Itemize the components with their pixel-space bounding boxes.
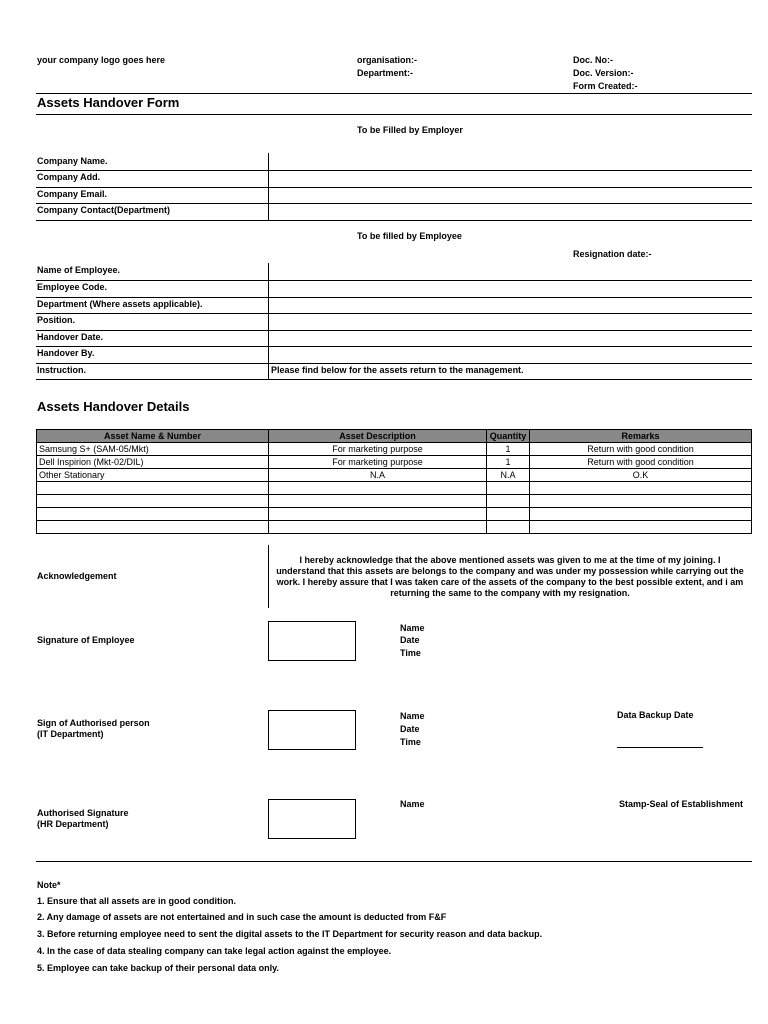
row-divider [36, 363, 752, 364]
company-email-label: Company Email. [37, 189, 108, 199]
quantity-cell[interactable]: 1 [487, 456, 530, 469]
column-divider [268, 153, 269, 220]
notes-heading: Note* [37, 880, 61, 890]
hr-signature-label-line1: Authorised Signature [37, 808, 129, 818]
asset-description-cell[interactable] [269, 495, 487, 508]
column-header: Quantity [487, 430, 530, 443]
it-signature-label-line2: (IT Department) [37, 729, 104, 739]
table-row [37, 456, 752, 469]
it-name-caption: Name [400, 711, 425, 721]
asset-description-cell[interactable] [269, 521, 487, 534]
asset-name-cell[interactable] [37, 521, 269, 534]
quantity-cell[interactable]: 1 [487, 443, 530, 456]
title-divider [36, 114, 752, 115]
organisation-label: organisation:- [357, 55, 417, 65]
note-item: 5. Employee can take backup of their personal data only. [37, 963, 279, 973]
asset-name-cell[interactable] [37, 482, 269, 495]
row-divider [36, 280, 752, 281]
row-divider [36, 330, 752, 331]
note-item: 3. Before returning employee need to sent the digital assets to the IT Department for security reason and data backup. [37, 929, 543, 939]
hr-signature-box[interactable] [268, 799, 356, 839]
table-row [37, 443, 752, 456]
remarks-cell[interactable]: O.K [530, 469, 752, 482]
employee-name-caption: Name [400, 623, 425, 633]
column-divider [268, 263, 269, 379]
column-header: Asset Name & Number [37, 430, 269, 443]
asset-description-cell[interactable]: N.A [269, 469, 487, 482]
acknowledgement-label: Acknowledgement [37, 571, 117, 581]
quantity-cell[interactable] [487, 482, 530, 495]
remarks-cell[interactable] [530, 508, 752, 521]
employee-department-label: Department (Where assets applicable). [37, 299, 203, 309]
data-backup-date-line[interactable] [617, 747, 703, 748]
acknowledgement-divider [268, 545, 269, 608]
form-created-label: Form Created:- [573, 81, 638, 91]
remarks-cell[interactable] [530, 495, 752, 508]
employee-date-caption: Date [400, 635, 420, 645]
table-row [37, 482, 752, 495]
table-row [37, 521, 752, 534]
position-label: Position. [37, 315, 75, 325]
row-divider [36, 313, 752, 314]
it-time-caption: Time [400, 737, 421, 747]
company-name-label: Company Name. [37, 156, 108, 166]
company-contact-field[interactable] [271, 205, 749, 219]
asset-description-cell[interactable] [269, 482, 487, 495]
asset-description-cell[interactable]: For marketing purpose [269, 443, 487, 456]
table-row [37, 495, 752, 508]
note-item: 4. In the case of data stealing company can take legal action against the employee. [37, 946, 392, 956]
handover-by-field[interactable] [271, 348, 749, 362]
employee-section-heading: To be filled by Employee [357, 231, 462, 241]
row-divider [36, 346, 752, 347]
remarks-cell[interactable] [530, 482, 752, 495]
row-divider [36, 203, 752, 204]
row-divider [36, 187, 752, 188]
employee-department-field[interactable] [271, 299, 749, 313]
remarks-cell[interactable] [530, 521, 752, 534]
company-address-label: Company Add. [37, 172, 101, 182]
it-signature-label-line1: Sign of Authorised person [37, 718, 150, 728]
asset-name-cell[interactable]: Dell Inspirion (Mkt-02/DIL) [37, 456, 269, 469]
employee-code-label: Employee Code. [37, 282, 108, 292]
instruction-label: Instruction. [37, 365, 86, 375]
row-divider [36, 379, 752, 380]
asset-name-cell[interactable]: Other Stationary [37, 469, 269, 482]
details-title: Assets Handover Details [37, 399, 190, 414]
company-email-field[interactable] [271, 189, 749, 203]
employer-section-heading: To be Filled by Employer [357, 125, 463, 135]
notes-divider [36, 861, 752, 862]
hr-signature-label-line2: (HR Department) [37, 819, 109, 829]
stamp-seal-label: Stamp-Seal of Establishment [619, 799, 744, 809]
header-divider [36, 93, 752, 94]
position-field[interactable] [271, 315, 749, 329]
doc-version-label: Doc. Version:- [573, 68, 634, 78]
row-divider [36, 297, 752, 298]
table-header-row [37, 430, 752, 443]
logo-placeholder-text: your company logo goes here [37, 55, 166, 65]
instruction-field[interactable]: Please find below for the assets return to the management. [271, 365, 524, 375]
it-signature-label [37, 718, 150, 740]
company-contact-label: Company Contact(Department) [37, 205, 171, 215]
asset-description-cell[interactable] [269, 508, 487, 521]
remarks-cell[interactable]: Return with good condition [530, 456, 752, 469]
row-divider [36, 220, 752, 221]
quantity-cell[interactable]: N.A [487, 469, 530, 482]
employee-name-field[interactable] [271, 265, 749, 279]
handover-by-label: Handover By. [37, 348, 95, 358]
company-name-field[interactable] [271, 156, 749, 170]
asset-name-cell[interactable] [37, 495, 269, 508]
hr-name-caption: Name [400, 799, 425, 809]
column-header: Remarks [530, 430, 752, 443]
table-row [37, 469, 752, 482]
column-header: Asset Description [269, 430, 487, 443]
employee-signature-box[interactable] [268, 621, 356, 661]
asset-name-cell[interactable]: Samsung S+ (SAM-05/Mkt) [37, 443, 269, 456]
it-date-caption: Date [400, 724, 420, 734]
remarks-cell[interactable]: Return with good condition [530, 443, 752, 456]
note-item: 1. Ensure that all assets are in good condition. [37, 896, 237, 906]
employee-name-label: Name of Employee. [37, 265, 121, 275]
department-label: Department:- [357, 68, 414, 78]
asset-name-cell[interactable] [37, 508, 269, 521]
quantity-cell[interactable] [487, 508, 530, 521]
data-backup-date-label: Data Backup Date [617, 710, 694, 720]
employee-time-caption: Time [400, 648, 421, 658]
it-signature-box[interactable] [268, 710, 356, 750]
row-divider [36, 170, 752, 171]
assets-table [36, 429, 752, 534]
hr-signature-label [37, 808, 129, 830]
quantity-cell[interactable] [487, 495, 530, 508]
form-title: Assets Handover Form [37, 95, 180, 110]
acknowledgement-text: I hereby acknowledge that the above mentioned assets was given to me at the time of my joining. I understand that this assets are belongs to the company and was under my possession while carrying out the work. I hereby assure that I was taken care of the assets of the company to the best possible extent, and i am returning the same to the company with my resignation. [276, 555, 744, 598]
company-address-field[interactable] [271, 172, 749, 186]
asset-description-cell[interactable]: For marketing purpose [269, 456, 487, 469]
table-row [37, 508, 752, 521]
quantity-cell[interactable] [487, 521, 530, 534]
resignation-date-label: Resignation date:- [573, 249, 652, 259]
handover-date-field[interactable] [271, 332, 749, 346]
employee-signature-label: Signature of Employee [37, 635, 135, 645]
handover-date-label: Handover Date. [37, 332, 104, 342]
note-item: 2. Any damage of assets are not entertained and in such case the amount is deducted from F&F [37, 912, 447, 922]
employee-code-field[interactable] [271, 282, 749, 296]
doc-no-label: Doc. No:- [573, 55, 613, 65]
